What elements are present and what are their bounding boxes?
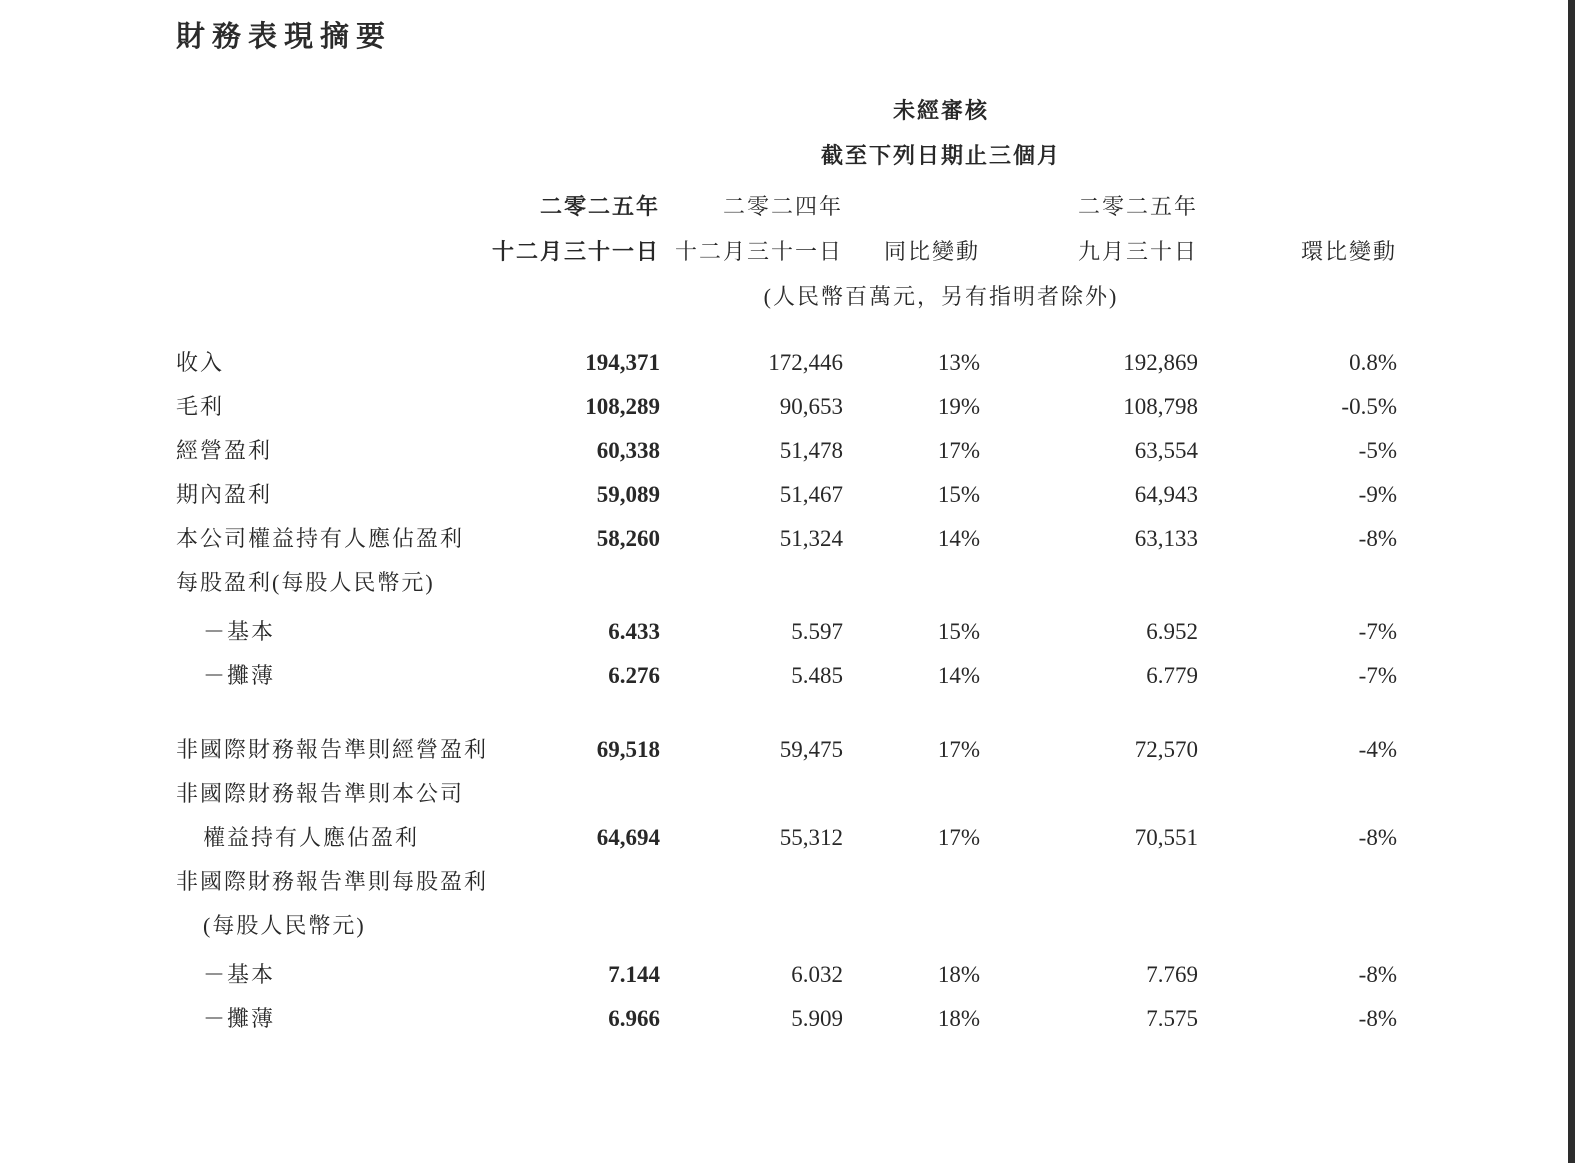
cell-value xyxy=(660,554,843,598)
cell-value: 7.769 xyxy=(1146,962,1198,987)
row-label: 非國際財務報告準則本公司 xyxy=(176,781,465,806)
cell-value: 72,570 xyxy=(1134,737,1198,762)
page-right-edge xyxy=(1568,0,1575,1163)
cell-value: 63,133 xyxy=(1134,526,1198,551)
column-header-year-2: 二零二四年 xyxy=(722,194,843,219)
cell-value: -8% xyxy=(1358,1006,1397,1031)
cell-value xyxy=(485,765,660,809)
table-row xyxy=(176,765,1397,809)
cell-value: -7% xyxy=(1358,663,1397,688)
cell-value xyxy=(660,897,843,941)
cell-value: 5.909 xyxy=(791,1006,843,1031)
column-header-year-4: 二零二五年 xyxy=(1077,194,1198,219)
cell-value: 6.032 xyxy=(791,962,843,987)
cell-value: -7% xyxy=(1358,619,1397,644)
cell-value: 14% xyxy=(937,526,980,551)
cell-value: -5% xyxy=(1358,438,1397,463)
table-row xyxy=(176,691,1397,765)
row-label: －基本 xyxy=(203,619,276,644)
column-header-year-3 xyxy=(843,171,980,222)
column-header-date-2: 十二月三十一日 xyxy=(674,239,843,264)
header-spacer xyxy=(176,171,485,222)
table-row xyxy=(176,378,1397,422)
financial-summary-table xyxy=(176,88,1397,1034)
cell-value: 17% xyxy=(937,438,980,463)
cell-value xyxy=(660,853,843,897)
cell-value: 51,467 xyxy=(779,482,843,507)
row-label: 收入 xyxy=(176,350,225,375)
row-label: －基本 xyxy=(203,962,276,987)
page-title: 財務表現摘要 xyxy=(176,21,393,53)
cell-value: 194,371 xyxy=(585,350,660,375)
row-label: (每股人民幣元) xyxy=(203,913,366,938)
cell-value: 6.779 xyxy=(1146,663,1198,688)
cell-value xyxy=(843,554,980,598)
cell-value xyxy=(1198,765,1397,809)
header-row-period xyxy=(176,126,1397,171)
row-label: 期內盈利 xyxy=(176,482,273,507)
cell-value: 55,312 xyxy=(779,825,843,850)
column-header-yoy-change: 同比變動 xyxy=(883,239,980,264)
cell-value: 51,324 xyxy=(779,526,843,551)
row-label: 毛利 xyxy=(176,394,225,419)
unit-note-label: (人民幣百萬元，另有指明者除外) xyxy=(763,284,1119,309)
column-header-qoq-change: 環比變動 xyxy=(1300,239,1397,264)
cell-value: 108,798 xyxy=(1123,394,1198,419)
header-row-dates xyxy=(176,222,1397,267)
cell-value xyxy=(843,897,980,941)
cell-value xyxy=(485,897,660,941)
cell-value: 7.144 xyxy=(608,962,660,987)
cell-value: -0.5% xyxy=(1341,394,1397,419)
cell-value: 59,475 xyxy=(779,737,843,762)
cell-value: 17% xyxy=(937,737,980,762)
cell-value: 58,260 xyxy=(596,526,660,551)
cell-value: 15% xyxy=(937,619,980,644)
cell-value: 59,089 xyxy=(596,482,660,507)
cell-value xyxy=(485,853,660,897)
cell-value xyxy=(485,554,660,598)
cell-value xyxy=(980,765,1198,809)
cell-value xyxy=(980,897,1198,941)
table-row xyxy=(176,941,1397,990)
cell-value: -4% xyxy=(1358,737,1397,762)
row-label: －攤薄 xyxy=(203,1006,276,1031)
row-label: 每股盈利(每股人民幣元) xyxy=(176,570,435,595)
table-row xyxy=(176,466,1397,510)
column-header-date-1: 十二月三十一日 xyxy=(491,239,660,264)
table-row xyxy=(176,598,1397,647)
header-spacer xyxy=(176,222,485,267)
cell-value: 18% xyxy=(937,962,980,987)
cell-value: -9% xyxy=(1358,482,1397,507)
row-label: 非國際財務報告準則每股盈利 xyxy=(176,869,489,894)
cell-value: 172,446 xyxy=(768,350,843,375)
table-row xyxy=(176,853,1397,897)
cell-value xyxy=(980,853,1198,897)
cell-value xyxy=(1198,853,1397,897)
column-header-year-5 xyxy=(1198,171,1397,222)
cell-value xyxy=(1198,554,1397,598)
cell-value xyxy=(980,554,1198,598)
row-label: 本公司權益持有人應佔盈利 xyxy=(176,526,465,551)
table-row xyxy=(176,897,1397,941)
cell-value: 18% xyxy=(937,1006,980,1031)
table-row xyxy=(176,510,1397,554)
cell-value: 6.952 xyxy=(1146,619,1198,644)
cell-value: 70,551 xyxy=(1134,825,1198,850)
cell-value: 64,943 xyxy=(1134,482,1198,507)
cell-value: 108,289 xyxy=(585,394,660,419)
table-row xyxy=(176,422,1397,466)
cell-value: 69,518 xyxy=(596,737,660,762)
cell-value: 17% xyxy=(937,825,980,850)
header-spacer xyxy=(176,88,485,126)
cell-value: 60,338 xyxy=(596,438,660,463)
cell-value: 90,653 xyxy=(779,394,843,419)
cell-value: -8% xyxy=(1358,526,1397,551)
cell-value: 13% xyxy=(937,350,980,375)
cell-value: 6.433 xyxy=(608,619,660,644)
cell-value: -8% xyxy=(1358,825,1397,850)
table-body xyxy=(176,312,1397,1034)
cell-value: 19% xyxy=(937,394,980,419)
cell-value: -8% xyxy=(1358,962,1397,987)
column-header-date-4: 九月三十日 xyxy=(1077,239,1198,264)
header-spacer xyxy=(176,126,485,171)
unaudited-label: 未經審核 xyxy=(892,98,989,123)
cell-value: 192,869 xyxy=(1123,350,1198,375)
table-row xyxy=(176,312,1397,378)
cell-value: 5.597 xyxy=(791,619,843,644)
row-label: 非國際財務報告準則經營盈利 xyxy=(176,737,489,762)
table-row xyxy=(176,647,1397,691)
cell-value: 14% xyxy=(937,663,980,688)
cell-value: 0.8% xyxy=(1349,350,1397,375)
cell-value: 64,694 xyxy=(596,825,660,850)
table-row xyxy=(176,990,1397,1034)
cell-value: 51,478 xyxy=(779,438,843,463)
header-row-unaudited xyxy=(176,88,1397,126)
cell-value: 7.575 xyxy=(1146,1006,1198,1031)
header-spacer xyxy=(176,267,485,312)
cell-value xyxy=(1198,897,1397,941)
table-row xyxy=(176,554,1397,598)
cell-value xyxy=(660,765,843,809)
row-label: －攤薄 xyxy=(203,663,276,688)
cell-value: 6.276 xyxy=(608,663,660,688)
cell-value: 5.485 xyxy=(791,663,843,688)
column-header-year-1: 二零二五年 xyxy=(539,194,660,219)
cell-value: 63,554 xyxy=(1134,438,1198,463)
period-label: 截至下列日期止三個月 xyxy=(820,143,1061,168)
row-label: 經營盈利 xyxy=(176,438,273,463)
cell-value: 6.966 xyxy=(608,1006,660,1031)
cell-value: 15% xyxy=(937,482,980,507)
header-row-years xyxy=(176,171,1397,222)
row-label: 權益持有人應佔盈利 xyxy=(203,825,420,850)
cell-value xyxy=(843,853,980,897)
table-row xyxy=(176,809,1397,853)
cell-value xyxy=(843,765,980,809)
header-row-unit xyxy=(176,267,1397,312)
